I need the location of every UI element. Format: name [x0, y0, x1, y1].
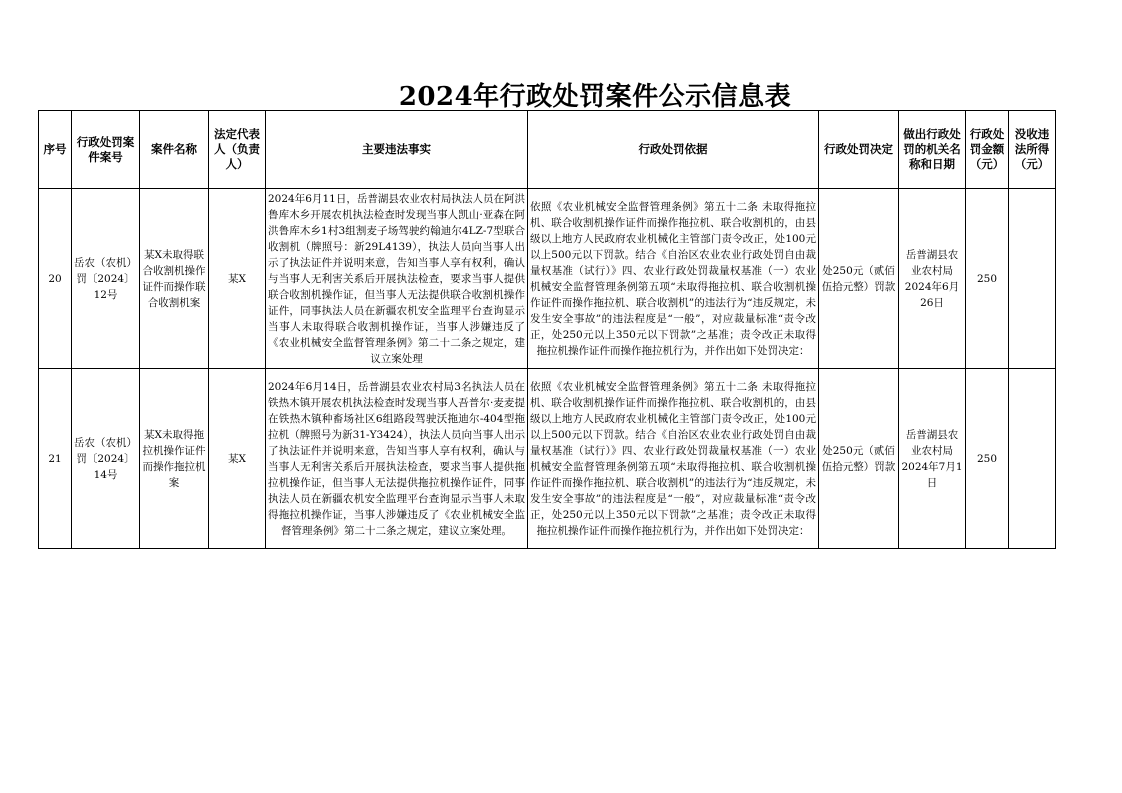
cell-decision: 处250元（贰佰伍拾元整）罚款 — [819, 189, 899, 369]
cell-amount: 250 — [966, 369, 1009, 549]
cell-facts: 2024年6月11日，岳普湖县农业农村局执法人员在阿洪鲁库木乡开展农机执法检查时发现当事人凯山·亚森在阿洪鲁库木乡1村3组割麦子场驾驶约翰迪尔4LZ-7型联合收割机（牌照号：新29L4139），执法人员向当事人出示了执法证件并说明来意，告知当事人享有权利，确认与当事人无利害关系后开展执法检查，要求当事人提供联合收割机操作证，但当事人无法提供联合收割机操作证件，同事执法人员在新疆农机安全监理平台查询显示当事人未取得联合收割机操作证，当事人涉嫌违反了《农业机械安全监督管理条例》第二十二条之规定，建议立案处理 — [266, 189, 528, 369]
cell-case-no: 岳农（农机）罚〔2024〕12号 — [72, 189, 140, 369]
cell-case-name: 某X未取得联合收割机操作证件而操作联合收割机案 — [140, 189, 209, 369]
table-row — [39, 369, 1056, 549]
cell-decision: 处250元（贰佰伍拾元整）罚款 — [819, 369, 899, 549]
cell-facts: 2024年6月14日，岳普湖县农业农村局3名执法人员在铁热木镇开展农机执法检查时发现当事人吾普尔·麦麦提在铁热木镇种畜场社区6组路段驾驶沃拖迪尔-404型拖拉机（牌照号为新31-Y3424），执法人员向当事人出示了执法证件并说明来意，告知当事人享有权利，确认与当事人无利害关系后开展执法检查，要求当事人提供拖拉机操作证，但当事人无法提供拖拉机操作证件，同事执法人员在新疆农机安全监理平台查询显示当事人未取得拖拉机操作证，当事人涉嫌违反了《农业机械安全监督管理条例》第二十二条之规定，建议立案处理。 — [266, 369, 528, 549]
cell-confiscation — [1009, 189, 1056, 369]
table-row — [39, 189, 1056, 369]
cell-legal-rep: 某X — [209, 189, 266, 369]
cell-legal-rep: 某X — [209, 369, 266, 549]
cell-authority: 岳普湖县农业农村局2024年6月26日 — [899, 189, 966, 369]
cell-seq: 20 — [39, 189, 72, 369]
cell-amount: 250 — [966, 189, 1009, 369]
penalty-table — [38, 110, 1056, 549]
header-basis: 行政处罚依据 — [528, 111, 819, 189]
header-case-name: 案件名称 — [140, 111, 209, 189]
header-row — [39, 111, 1056, 189]
header-seq: 序号 — [39, 111, 72, 189]
header-authority: 做出行政处罚的机关名称和日期 — [899, 111, 966, 189]
cell-seq: 21 — [39, 369, 72, 549]
header-case-no: 行政处罚案件案号 — [72, 111, 140, 189]
header-confiscation: 没收违法所得（元） — [1009, 111, 1056, 189]
header-amount: 行政处罚金额（元） — [966, 111, 1009, 189]
cell-confiscation — [1009, 369, 1056, 549]
header-legal-rep: 法定代表人（负责人） — [209, 111, 266, 189]
cell-basis: 依照《农业机械安全监督管理条例》第五十二条 未取得拖拉机、联合收割机操作证件而操作拖拉机、联合收割机的，由县级以上地方人民政府农业机械化主管部门责令改正，处100元以上500元以下罚款。结合《自治区农业农业行政处罚自由裁量权基准（试行）》四、农业行政处罚裁量权基准（一）农业机械安全监督管理条例第五项“未取得拖拉机、联合收割机操作证件而操作拖拉机、联合收割机”的违法行为“违反规定，未发生安全事故”的违法程度是“一般”，对应裁量标准“责令改正，处250元以上350元以下罚款”之基准；责令改正未取得拖拉机操作证件而操作拖拉机行为，并作出如下处罚决定： — [528, 369, 819, 549]
header-facts: 主要违法事实 — [266, 111, 528, 189]
cell-authority: 岳普湖县农业农村局2024年7月1日 — [899, 369, 966, 549]
header-decision: 行政处罚决定 — [819, 111, 899, 189]
cell-case-no: 岳农（农机）罚〔2024〕14号 — [72, 369, 140, 549]
cell-case-name: 某X未取得拖拉机操作证件而操作拖拉机案 — [140, 369, 209, 549]
page-title: 2024年行政处罚案件公示信息表 — [398, 82, 792, 112]
cell-basis: 依照《农业机械安全监督管理条例》第五十二条 未取得拖拉机、联合收割机操作证件而操作拖拉机、联合收割机的，由县级以上地方人民政府农业机械化主管部门责令改正，处100元以上500元以下罚款。结合《自治区农业农业行政处罚自由裁量权基准（试行）》四、农业行政处罚裁量权基准（一）农业机械安全监督管理条例第五项“未取得拖拉机、联合收割机操作证件而操作拖拉机、联合收割机”的违法行为“违反规定，未发生安全事故”的违法程度是“一般”，对应裁量标准“责令改正，处250元以上350元以下罚款”之基准；责令改正未取得拖拉机操作证件而操作拖拉机行为，并作出如下处罚决定： — [528, 189, 819, 369]
